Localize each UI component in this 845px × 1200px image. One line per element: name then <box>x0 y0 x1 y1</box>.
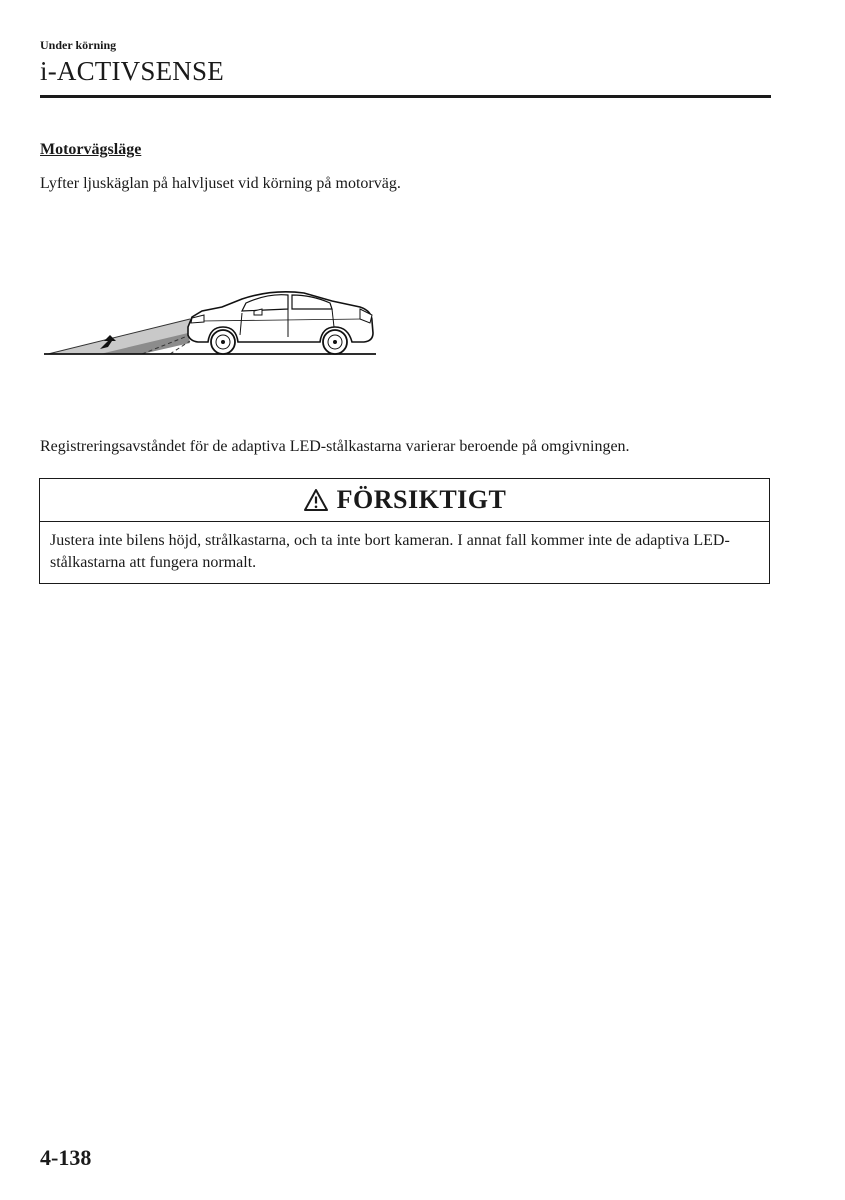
front-wheel <box>211 330 235 354</box>
rear-wheel <box>323 330 347 354</box>
subheading-highway-mode: Motorvägsläge <box>40 141 142 158</box>
warning-triangle-icon <box>303 488 329 512</box>
paragraph-description: Lyfter ljuskäglan på halvljuset vid körning på motorväg. <box>40 175 401 192</box>
car-headlight-beam-illustration <box>42 285 378 360</box>
paragraph-detection-distance: Registreringsavståndet för de adaptiva LED-stålkastarna varierar beroende på omgivningen. <box>40 438 630 455</box>
caution-text: Justera inte bilens höjd, strålkastarna, och ta inte bort kameran. I annat fall kommer inte de adaptiva LED-stålkastarna att fungera normalt. <box>50 532 730 571</box>
section-label: Under körning <box>40 38 117 52</box>
caution-title: FÖRSIKTIGT <box>336 485 507 514</box>
caution-box <box>39 478 770 584</box>
page-number: 4-138 <box>40 1145 92 1170</box>
caution-header <box>40 479 769 522</box>
page-title: i-ACTIVSENSE <box>40 56 224 86</box>
title-divider <box>40 95 771 98</box>
